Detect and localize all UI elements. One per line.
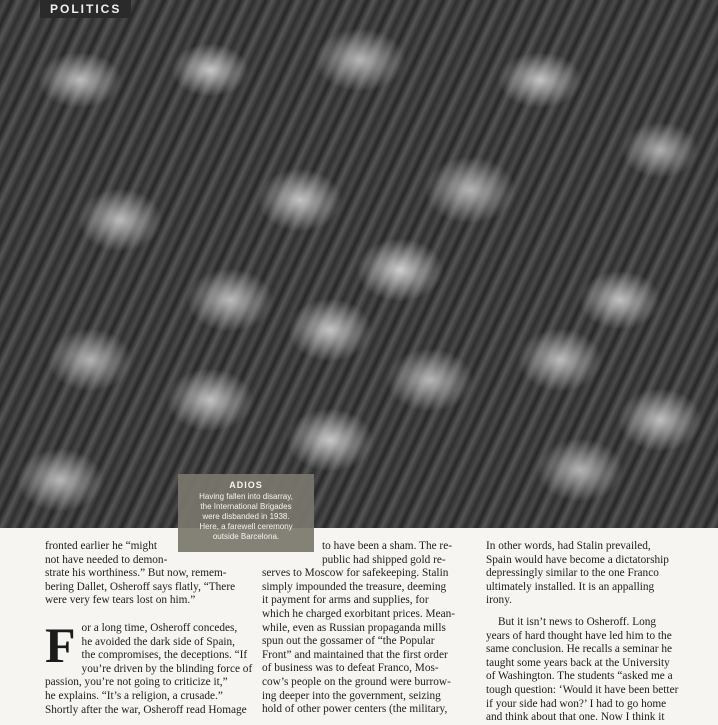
text-line: ultimately installed. It is an appalling [486,580,655,593]
text-line: he avoided the dark side of Spain, [81,635,235,648]
text-line: Spain would have become a dictatorship [486,553,669,566]
text-line: which he charged exorbitant prices. Mean- [262,607,456,620]
text-line: public had shipped gold re- [322,553,446,566]
text-line: Shortly after the war, Osheroff read Homage [45,703,247,716]
text-line: same conclusion. He recalls a seminar he [486,643,673,656]
text-line: But it isn’t news to Osheroff. Long [498,615,657,628]
text-line: bering Dallet, Osheroff says flatly, “There [45,580,236,593]
text-line: serves to Moscow for safekeeping. Stalin [262,567,449,580]
text-line: depressingly similar to the one Franco [486,567,659,580]
drop-cap: F [45,616,76,673]
text-line: if your side had won?’ I had to go home [486,697,667,710]
text-line: irony. [486,594,512,607]
article-column-2 [262,540,470,717]
text-line: ing deeper into the government, seizing [262,689,441,702]
caption-line: Having fallen into disarray, [199,492,293,501]
text-line: strate his worthiness.” But now, remem- [45,567,227,580]
caption-line: the International Brigades [200,502,292,511]
text-line: Front” and maintained that the first order [262,648,448,661]
text-line: the compromises, the deceptions. “If [81,649,248,662]
text-line: hold of other power centers (the military, [262,703,448,716]
text-line: you’re driven by the blinding force of [81,662,253,675]
text-line: spun out the gossamer of “the Popular [262,635,435,648]
article-column-1 [45,540,253,717]
text-line: and think about that one. Now I think it [486,711,665,724]
paragraph [45,616,253,717]
text-line: years of hard thought have led him to the [486,629,672,642]
text-line: passion, you’re not going to criticize it,” [45,676,228,689]
text-line: In other words, had Stalin prevailed, [486,540,651,552]
text-line: he explains. “It’s a religion, a crusade.” [45,689,223,702]
text-line: simply impounded the treasure, deeming [262,580,447,593]
paragraph [486,540,708,608]
text-line: not have needed to demon- [45,553,168,566]
text-line: tough question: ‘Would it have been better [486,683,679,696]
text-line: cow’s people on the ground were burrow- [262,675,451,688]
caption-line: outside Barcelona. [212,532,280,541]
text-line: while, even as Russian propaganda mills [262,621,446,634]
section-tag: POLITICS [40,0,131,18]
caption-title: ADIOS [229,480,263,490]
text-line: were very few tears lost on him.” [45,594,196,607]
paragraph [45,540,253,608]
text-line: taught some years back at the University [486,656,670,669]
caption-line: were disbanded in 1938. [202,512,290,521]
paragraph [486,616,708,725]
article-column-3 [486,540,708,725]
text-line: of business was to defeat Franco, Mos- [262,662,439,675]
text-line: or a long time, Osheroff concedes, [81,621,238,634]
text-line: fronted earlier he “might [45,540,157,552]
text-line: of Washington. The students “asked me a [486,670,673,683]
caption-line: Here, a farewell ceremony [199,522,293,531]
text-line: to have been a sham. The re- [322,540,452,552]
paragraph [262,540,470,717]
text-line: it payment for arms and supplies, for [262,594,429,607]
